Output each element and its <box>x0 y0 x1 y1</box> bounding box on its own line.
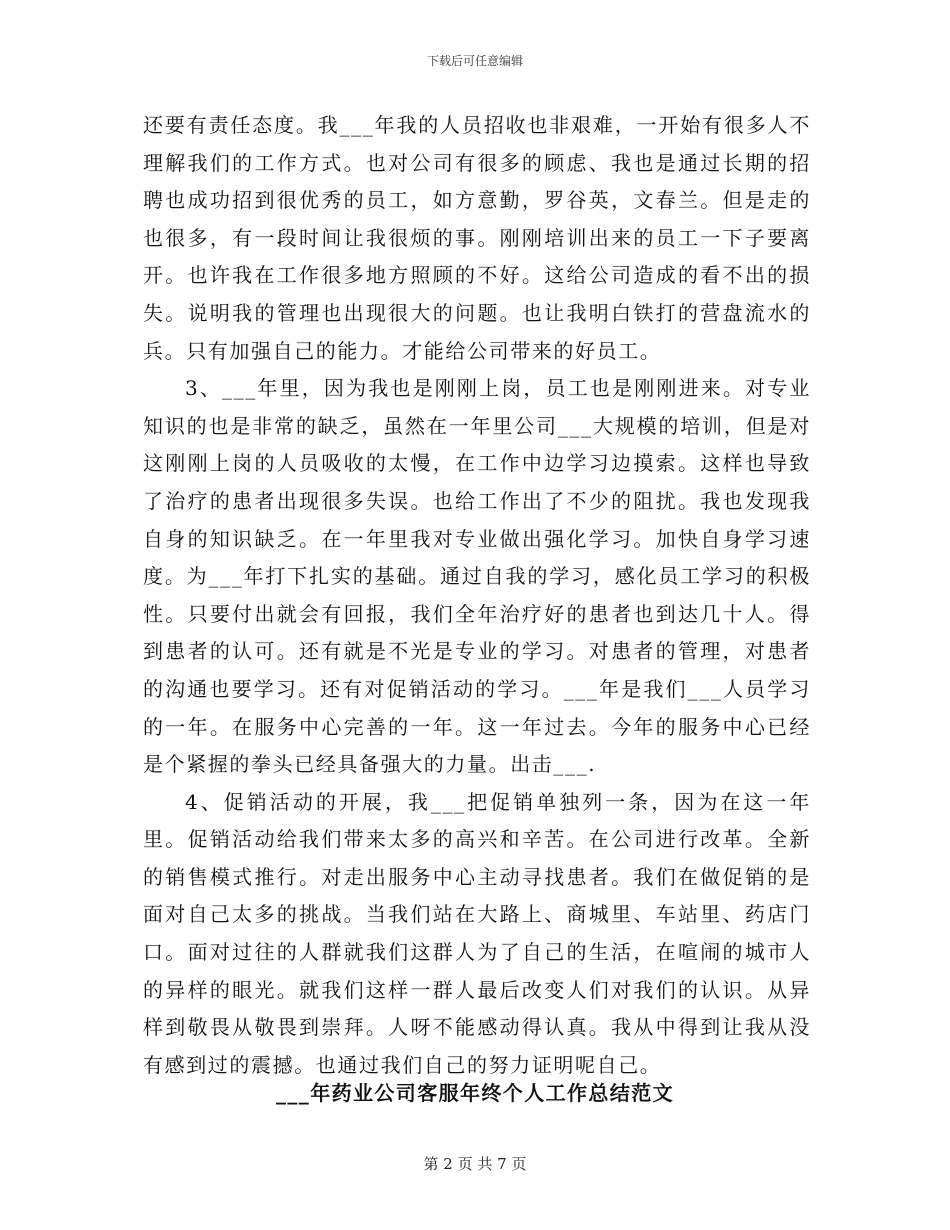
section-title: ___年药业公司客服年终个人工作总结范文 <box>276 1081 674 1105</box>
page-header-note: 下载后可任意编辑 <box>426 54 523 68</box>
page-number-footer: 第 2 页 共 7 页 <box>423 1155 527 1173</box>
document-body <box>143 107 811 1084</box>
body-paragraph-3: 4、促销活动的开展，我___把促销单独列一条，因为在这一年里。促销活动给我们带来太多的高兴和辛苦。在公司进行改革。全新的销售模式推行。对走出服务中心主动寻找患者。我们在做促销的是面对自己太多的挑战。当我们站在大路上、商城里、车站里、药店门口。面对过往的人群就我们这群人为了自己的生活，在喧闹的城市人的异样的眼光。就我们这样一群人最后改变人们对我们的认识。从异样到敬畏从敬畏到崇拜。人呀不能感动得认真。我从中得到让我从没有感到过的震撼。也通过我们自己的努力证明呢自己。 <box>143 789 811 1077</box>
body-paragraph-2: 3、___年里，因为我也是刚刚上岗，员工也是刚刚进来。对专业知识的也是非常的缺乏，虽然在一年里公司___大规模的培训，但是对这刚刚上岗的人员吸收的太慢，在工作中边学习边摸索。这样也导致了治疗的患者出现很多失误。也给工作出了不少的阻扰。我也发现我自身的知识缺乏。在一年里我对专业做出强化学习。加快自身学习速度。为___年打下扎实的基础。通过自我的学习，感化员工学习的积极性。只要付出就会有回报，我们全年治疗好的患者也到达几十人。得到患者的认可。还有就是不光是专业的学习。对患者的管理，对患者的沟通也要学习。还有对促销活动的学习。___年是我们___人员学习的一年。在服务中心完善的一年。这一年过去。今年的服务中心已经是个紧握的拳头已经具备强大的力量。出击___. <box>143 376 811 777</box>
body-paragraph-1: 还要有责任态度。我___年我的人员招收也非艰难，一开始有很多人不理解我们的工作方式。也对公司有很多的顾虑、我也是通过长期的招聘也成功招到很优秀的员工，如方意勤，罗谷英，文春兰。但是走的也很多，有一段时间让我很烦的事。刚刚培训出来的员工一下子要离开。也许我在工作很多地方照顾的不好。这给公司造成的看不出的损失。说明我的管理也出现很大的问题。也让我明白铁打的营盘流水的兵。只有加强自己的能力。才能给公司带来的好员工。 <box>143 113 811 363</box>
